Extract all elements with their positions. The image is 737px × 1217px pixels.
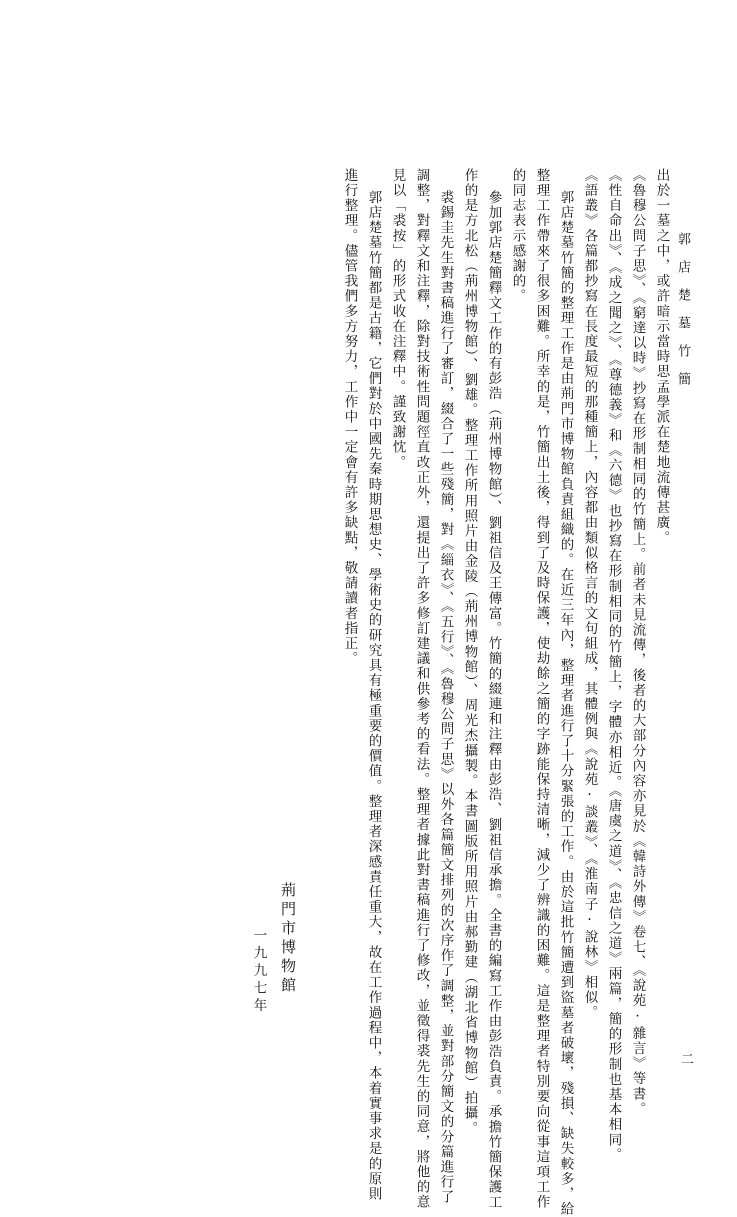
signature-date: 一九九七年 <box>250 928 267 1016</box>
text-column: 見以「裘按」的形式收在注釋中。謹致謝忱。 <box>389 168 406 470</box>
text-column: 進行整理。儘管我們多方努力，工作中一定會有許多缺點，敬請讀者指正。 <box>341 168 358 667</box>
text-column: 整理工作帶來了很多困難。所幸的是，竹簡出土後，得到了及時保護，使劫餘之簡的字跡能保持清晰，減少了辨識的困難。這是整理者特別要向從事這項工作 <box>533 168 550 1210</box>
text-column: 郭店楚墓竹簡的整理工作是由荊門市博物館負責組織的。在近三年內，整理者進行了十分緊張的工作。由於這批竹簡遭到盜墓者破壞，殘損、缺失較多，給 <box>557 190 574 1217</box>
text-column: 《性自命出》、《成之聞之》、《尊德義》和《六德》也抄寫在形制相同的竹簡上，字體亦相近。《唐虞之道》、《忠信之道》兩篇，簡的形制也基本相同。 <box>605 168 622 1163</box>
page-number: 二 <box>678 1052 693 1065</box>
text-column: 《語叢》各篇都抄寫在長度最短的那種簡上，內容都由類似格言的文句組成，其體例與《說苑·談叢》、《淮南子·說林》相似。 <box>581 168 598 1021</box>
text-column: 的同志表示感謝的。 <box>509 168 526 304</box>
signature-organization: 荊門市博物館 <box>279 882 297 996</box>
text-column: 出於一墓之中，或許暗示當時思孟學派在楚地流傳甚廣。 <box>653 168 670 546</box>
text-column: 參加郭店楚簡釋文工作的有彭浩（荊州博物館）、劉祖信及王傳富。竹簡的綴連和注釋由彭浩、劉祖信承擔。全書的編寫工作由彭浩負責。承擔竹簡保護工 <box>485 190 502 1211</box>
running-header: 郭店楚墓竹簡 <box>675 232 690 400</box>
text-column: 作的是方北松（荊州博物館）、劉雄。整理工作所用照片由金陵（荊州博物館）、周光杰攝製。本書圖版所用照片由郝勤建（湖北省博物館）拍攝。 <box>461 168 478 1136</box>
text-column: 《魯穆公問子思》、《窮達以時》抄寫在形制相同的竹簡上。前者未見流傳，後者的大部分內容亦見於《韓詩外傳》卷七、《說苑·雜言》等書。 <box>629 168 646 1117</box>
text-column: 郭店楚墓竹簡都是古籍，它們對於中國先秦時期思想史、學術史的研究具有極重要的價值。整理者深感責任重大，故在工作過程中，本着實事求是的原則 <box>365 190 382 1202</box>
text-column: 調整，對釋文和注釋，除對技術性問題徑直改正外，還提出了許多修訂建議和供參考的看法。整理者據此對書稿進行了修改，並徵得裘先生的同意，將他的意 <box>413 168 430 1210</box>
text-column: 裘錫圭先生對書稿進行了審訂，綴合了一些殘簡，對《緇衣》、《五行》、《魯穆公問子思》以外各篇簡文排列的次序作了調整，並對部分簡文的分篇進行了 <box>437 190 454 1205</box>
